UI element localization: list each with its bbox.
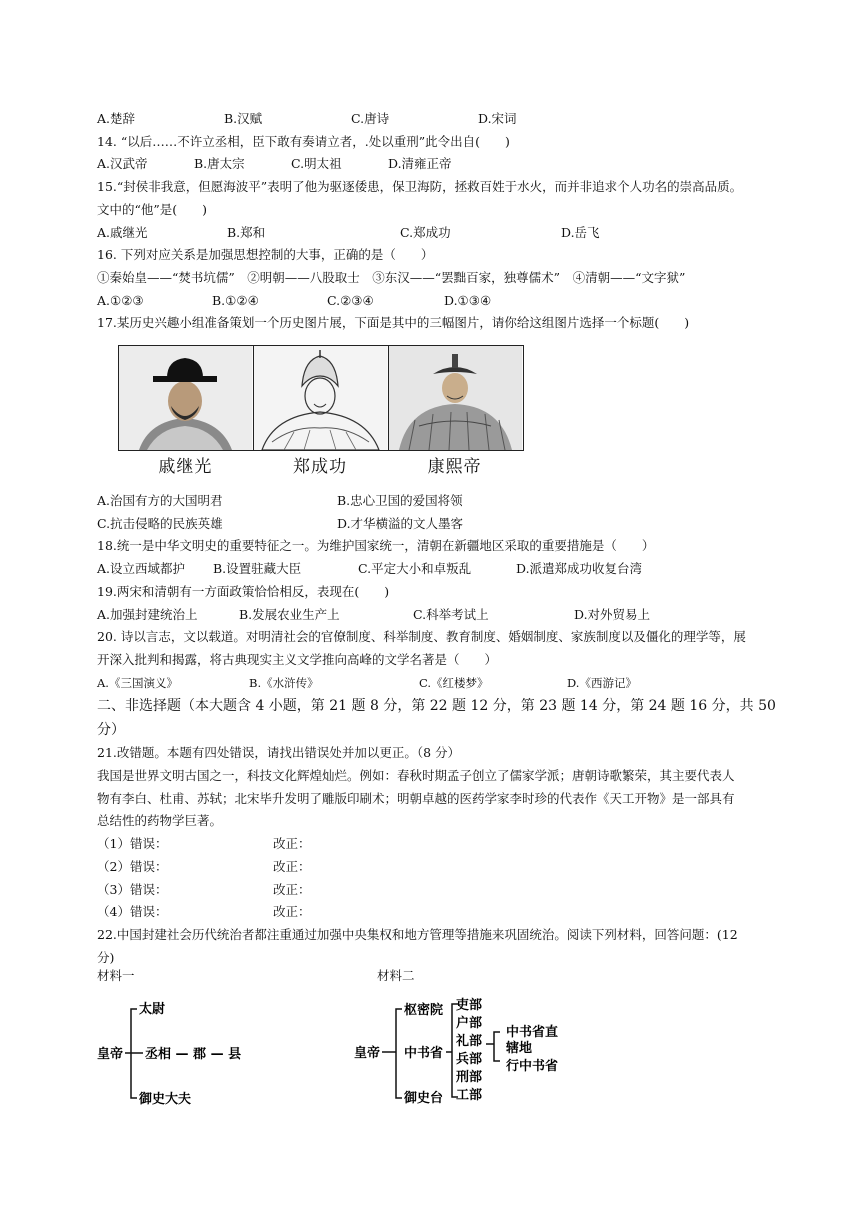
fix-label: 改正： — [273, 858, 311, 874]
q21-stem: 21.改错题。本题有四处错误，请找出错误处并加以更正。（8 分） — [97, 745, 461, 761]
exam-page-cont — [97, 490, 777, 969]
q21-answer-row-4 — [97, 901, 777, 924]
material-1-diagram — [95, 992, 265, 1110]
zhixia-node-cont: 辖地 — [506, 1041, 533, 1056]
material-1-label: 材料一 — [97, 968, 135, 983]
exam-page — [97, 108, 777, 335]
q15-options — [97, 222, 777, 245]
material-2-label: 材料二 — [377, 968, 415, 983]
chain-node: 丞相 — 郡 — 县 — [145, 1047, 242, 1062]
portrait-qi-jiguang — [119, 346, 254, 450]
q15-stem: 15.“封侯非我意，但愿海波平”表明了他为驱逐倭患，保卫海防，拯救百姓于水火，而并非追求个人功名的崇高品质。 — [97, 179, 743, 195]
q18-options — [97, 558, 777, 581]
option-b[interactable]: B.《水浒传》 — [249, 675, 319, 690]
option-c[interactable]: C.抗击侵略的民族英雄 — [97, 515, 223, 531]
option-b[interactable]: B.唐太宗 — [194, 156, 245, 172]
shumi-node: 枢密院 — [404, 1003, 444, 1018]
option-b[interactable]: B.郑和 — [227, 224, 266, 240]
q21-passage-2: 物有李白、杜甫、苏轼；北宋毕升发明了雕版印刷术；明朝卓越的医药学家李时珍的代表作《天工开物》是一部具有 — [97, 790, 735, 806]
q14-stem: 14. “以后……不许立丞相，臣下敢有奏请立者，.处以重刑”此令出自( ) — [97, 133, 510, 149]
q20-options — [97, 672, 777, 695]
error-label: （4）错误： — [97, 904, 168, 920]
option-a[interactable]: A.加强封建统治上 — [97, 606, 198, 622]
section-2-heading-cont: 分） — [97, 722, 125, 739]
option-b[interactable]: B.①②④ — [212, 292, 259, 308]
option-a[interactable]: A.治国有方的大国明君 — [97, 493, 223, 508]
emperor-node: 皇帝 — [97, 1047, 124, 1062]
option-b[interactable]: B.发展农业生产上 — [239, 606, 340, 622]
portrait-zheng-chenggong — [254, 346, 389, 450]
error-label: （2）错误： — [97, 858, 168, 874]
bu-hu: 户部 — [456, 1016, 483, 1031]
fix-label: 改正： — [273, 904, 311, 920]
emperor-node: 皇帝 — [354, 1046, 381, 1061]
q21-answer-row-1 — [97, 833, 777, 856]
q17-options-row1 — [97, 490, 777, 513]
q18-stem: 18.统一是中华文明史的重要特征之一。为维护国家统一，清朝在新疆地区采取的重要措施是（ ） — [97, 538, 655, 554]
option-c[interactable]: C.科举考试上 — [413, 606, 489, 622]
q16-stem: 16. 下列对应关系是加强思想控制的大事，正确的是（ ） — [97, 247, 434, 263]
yushitai-node: 御史台 — [404, 1091, 444, 1106]
q13-options — [97, 108, 777, 131]
q20-stem-cont: 开深入批判和揭露，将古典现实主义文学推向高峰的文学名著是（ ） — [97, 651, 498, 667]
material-2-diagram — [352, 996, 592, 1110]
option-c[interactable]: C.明太祖 — [291, 156, 342, 172]
q21-answer-row-2 — [97, 856, 777, 879]
q17-options-row2 — [97, 513, 777, 536]
error-label: （3）错误： — [97, 881, 168, 897]
fix-label: 改正： — [273, 836, 311, 852]
q19-options — [97, 604, 777, 627]
zhixia-node: 中书省直 — [506, 1025, 559, 1040]
zhongshu-node: 中书省 — [404, 1046, 444, 1061]
option-d[interactable]: D.岳飞 — [561, 224, 600, 240]
xing-node: 行中书省 — [506, 1059, 559, 1074]
option-b[interactable]: B.设置驻藏大臣 — [213, 561, 302, 577]
q17-stem: 17.某历史兴趣小组准备策划一个历史图片展，下面是其中的三幅图片，请你给这组图片选择一个标题( ) — [97, 315, 690, 331]
option-a[interactable]: A.汉武帝 — [97, 156, 148, 172]
option-a[interactable]: A.楚辞 — [97, 111, 136, 126]
bu-bing: 兵部 — [456, 1052, 483, 1067]
section-2-heading: 二、非选择题（本大题含 4 小题，第 21 题 8 分，第 22 题 12 分，第 23 题 14 分，第 24 题 16 分，共 50 — [97, 698, 776, 715]
option-d[interactable]: D.①③④ — [444, 292, 492, 308]
option-b[interactable]: B.忠心卫国的爱国将领 — [337, 493, 463, 508]
option-d[interactable]: D.宋词 — [478, 111, 517, 126]
bu-li-rites: 礼部 — [456, 1034, 483, 1049]
option-d[interactable]: D.清雍正帝 — [388, 156, 452, 172]
q22-stem: 22.中国封建社会历代统治者都注重通过加强中央集权和地方管理等措施来巩固统治。阅读下列材料，回答问题：(12 — [97, 926, 738, 942]
q21-passage-3: 总结性的药物学巨著。 — [97, 813, 223, 829]
option-d[interactable]: D.才华横溢的文人墨客 — [337, 515, 464, 531]
q16-items: ①秦始皇——“焚书坑儒” ②明朝——八股取士 ③东汉——“罢黜百家，独尊儒术” ④清朝——“文字狱” — [97, 269, 686, 285]
q22-stem-cont: 分) — [97, 949, 115, 965]
yushi-node: 御史大夫 — [139, 1092, 192, 1107]
q16-options — [97, 290, 777, 313]
q21-answer-row-3 — [97, 879, 777, 902]
q17-captions — [118, 452, 522, 477]
fix-label: 改正： — [273, 881, 311, 897]
option-c[interactable]: C.郑成功 — [400, 224, 451, 240]
caption-zheng-chenggong: 郑成功 — [293, 457, 347, 477]
option-c[interactable]: C.平定大小和卓叛乱 — [358, 561, 472, 577]
option-d[interactable]: D.派遣郑成功收复台湾 — [516, 561, 643, 577]
option-c[interactable]: C.唐诗 — [351, 111, 390, 126]
portrait-kangxi — [389, 346, 523, 450]
q21-passage-1: 我国是世界文明古国之一，科技文化辉煌灿烂。例如：春秋时期孟子创立了儒家学派；唐朝诗歌繁荣，其主要代表人 — [97, 768, 735, 784]
option-a[interactable]: A.戚继光 — [97, 224, 148, 240]
option-c[interactable]: C.《红楼梦》 — [419, 675, 489, 690]
option-c[interactable]: C.②③④ — [327, 292, 374, 308]
error-label: （1）错误： — [97, 836, 168, 852]
caption-kangxi: 康熙帝 — [427, 457, 482, 477]
option-a[interactable]: A.《三国演义》 — [97, 675, 178, 690]
option-b[interactable]: B.汉赋 — [224, 111, 263, 126]
q17-image-strip — [118, 345, 524, 451]
bu-gong: 工部 — [456, 1088, 483, 1103]
bu-xing: 刑部 — [456, 1070, 483, 1085]
option-a[interactable]: A.①②③ — [97, 292, 144, 308]
bu-li: 吏部 — [456, 998, 483, 1013]
option-a[interactable]: A.设立西域都护 — [97, 561, 186, 577]
q19-stem: 19.两宋和清朝有一方面政策恰恰相反，表现在( ) — [97, 583, 390, 599]
q15-stem-cont: 文中的“他”是( ) — [97, 201, 208, 217]
taiwei-node: 太尉 — [139, 1002, 166, 1017]
caption-qi-jiguang: 戚继光 — [158, 457, 213, 477]
option-d[interactable]: D.对外贸易上 — [574, 606, 651, 622]
q14-options — [97, 153, 777, 176]
option-d[interactable]: D.《西游记》 — [567, 675, 637, 690]
q20-stem: 20. 诗以言志，文以载道。对明清社会的官僚制度、科举制度、教育制度、婚姻制度、家族制度以及僵化的理学等，展 — [97, 629, 746, 645]
